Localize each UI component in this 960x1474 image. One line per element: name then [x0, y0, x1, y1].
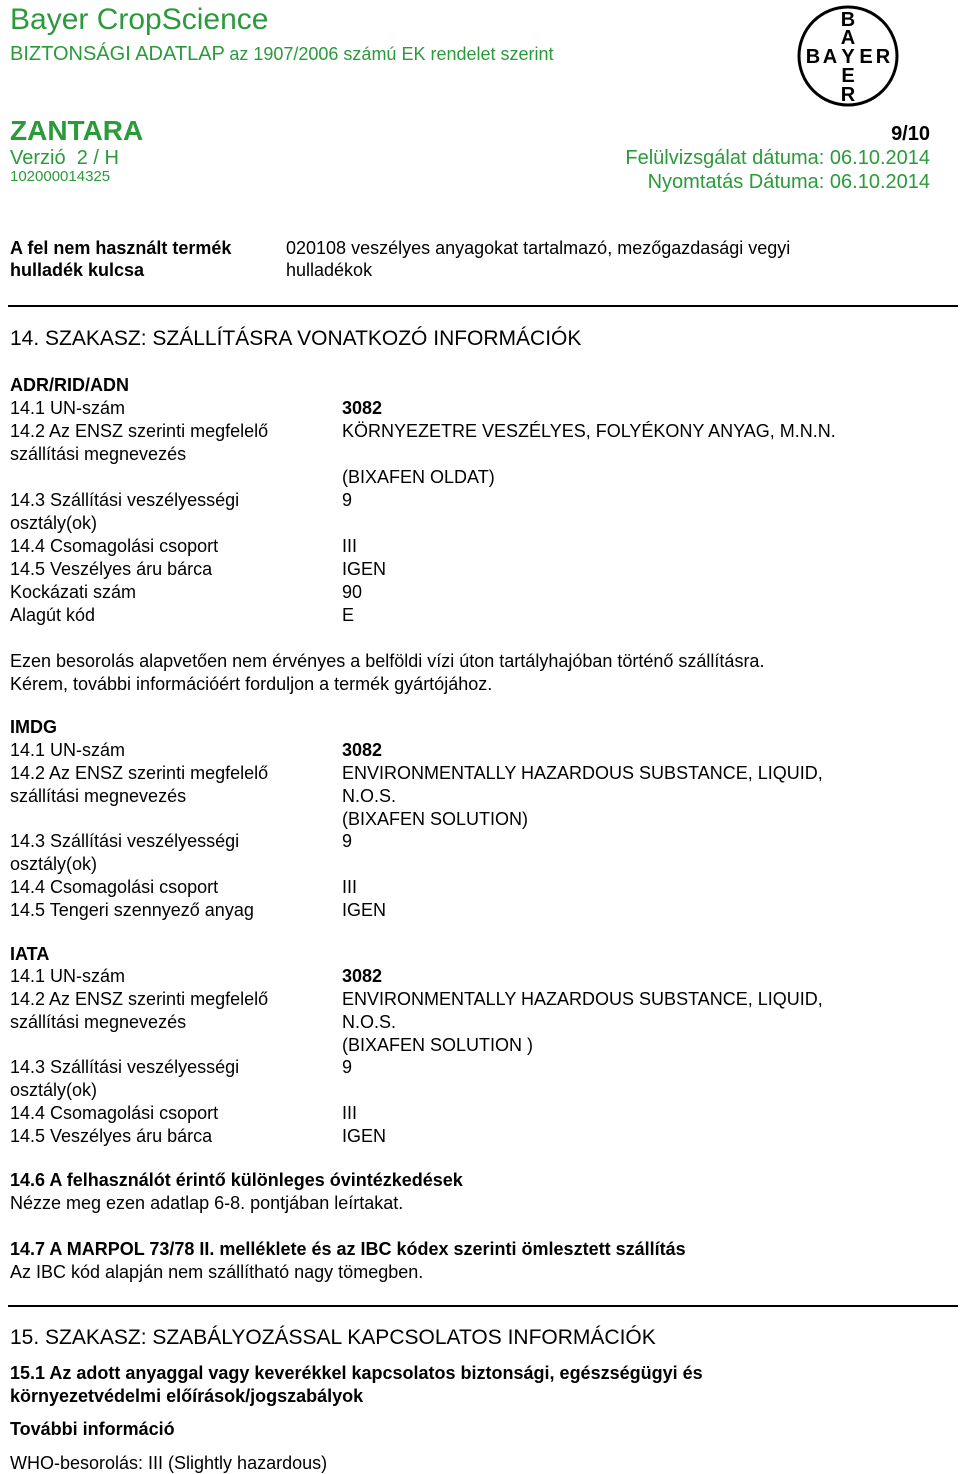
waste-code-value [286, 237, 790, 281]
adr-label-value: IGEN [342, 559, 387, 579]
product-code: 102000014325 [10, 168, 111, 185]
adr-name-label-1: 14.2 Az ENSZ szerinti megfelelő [10, 421, 269, 441]
iata-class-label-2: osztály(ok) [10, 1080, 98, 1100]
print-date: Nyomtatás Dátuma: 06.10.2014 [647, 171, 930, 193]
imdg-name-label-2: szállítási megnevezés [10, 786, 187, 806]
imdg-name-value-3: (BIXAFEN SOLUTION) [342, 809, 529, 829]
logo-letter-a: A [840, 27, 856, 49]
iata-heading: IATA [10, 944, 50, 964]
imdg-pack-value: III [342, 877, 358, 897]
imdg-class-value: 9 [342, 831, 353, 851]
iata-name-value-2: N.O.S. [342, 1012, 397, 1032]
logo-letter-y: Y [841, 46, 855, 68]
adr-tunnel-value: E [342, 605, 355, 625]
waste-code-label-line2: hulladék kulcsa [10, 260, 145, 280]
regulations-title-2: környezetvédelmi előírások/jogszabályok [10, 1386, 364, 1406]
more-info-heading: További információ [10, 1419, 175, 1439]
adr-tunnel-label: Alagút kód [10, 605, 96, 625]
adr-class-label-2: osztály(ok) [10, 513, 98, 533]
imdg-pollutant-label: 14.5 Tengeri szennyező anyag [10, 900, 254, 920]
special-precautions-text: Nézze meg ezen adatlap 6-8. pontjában leírtakat. [10, 1193, 404, 1213]
waste-code-value-line1: 020108 veszélyes anyagokat tartalmazó, mezőgazdasági vegyi [286, 238, 791, 258]
iata-pack-value: III [342, 1103, 358, 1123]
document-type-regulation: az 1907/2006 számú EK rendelet szerint [229, 44, 554, 64]
divider [8, 1305, 958, 1307]
adr-name-value-2: (BIXAFEN OLDAT) [342, 467, 495, 487]
page-number: 9/10 [891, 123, 930, 145]
iata-name-value-1: ENVIRONMENTALLY HAZARDOUS SUBSTANCE, LIQUID, [342, 989, 823, 1009]
version [10, 146, 119, 170]
adr-pack-value: III [342, 536, 358, 556]
iata-un-value: 3082 [342, 966, 383, 986]
logo-letter-e: E [859, 46, 873, 68]
waste-code-label-line1: A fel nem használt termék [10, 238, 232, 258]
logo-letter-left: B [805, 46, 821, 68]
marpol-text: Az IBC kód alapján nem szállítható nagy tömegben. [10, 1262, 424, 1282]
imdg-un-label: 14.1 UN-szám [10, 740, 126, 760]
document-type [10, 42, 554, 66]
logo-letter-r: R [875, 46, 891, 68]
special-precautions-title: 14.6 A felhasználót érintő különleges óvintézkedések [10, 1170, 463, 1190]
iata-name-label-2: szállítási megnevezés [10, 1012, 187, 1032]
imdg-name-value-2: N.O.S. [342, 786, 397, 806]
adr-class-label-1: 14.3 Szállítási veszélyességi [10, 490, 240, 510]
imdg-class-label-2: osztály(ok) [10, 854, 98, 874]
adr-heading: ADR/RID/ADN [10, 375, 129, 395]
section-15-title: 15. SZAKASZ: SZABÁLYOZÁSSAL KAPCSOLATOS INFORMÁCIÓK [10, 1326, 656, 1349]
iata-name-value-3: (BIXAFEN SOLUTION ) [342, 1035, 534, 1055]
adr-label-label: 14.5 Veszélyes áru bárca [10, 559, 213, 579]
bayer-cross-logo [796, 4, 900, 108]
logo-letter-bottom: R [840, 84, 856, 106]
imdg-heading: IMDG [10, 717, 57, 737]
product-name: ZANTARA [10, 115, 144, 146]
brand-name: Bayer CropScience [10, 3, 269, 36]
adr-name-value-1: KÖRNYEZETRE VESZÉLYES, FOLYÉKONY ANYAG, M.N.N. [342, 421, 836, 441]
adr-pack-label: 14.4 Csomagolási csoport [10, 536, 219, 556]
version-label: Verzió [10, 147, 66, 169]
iata-pack-label: 14.4 Csomagolási csoport [10, 1103, 219, 1123]
adr-name-label-2: szállítási megnevezés [10, 444, 187, 464]
waste-code-label [10, 237, 231, 281]
iata-class-value: 9 [342, 1057, 353, 1077]
imdg-pack-label: 14.4 Csomagolási csoport [10, 877, 219, 897]
adr-un-value: 3082 [342, 398, 383, 418]
iata-label-value: IGEN [342, 1126, 387, 1146]
divider [8, 305, 958, 307]
version-value: 2 / H [76, 147, 119, 169]
imdg-pollutant-value: IGEN [342, 900, 387, 920]
imdg-un-value: 3082 [342, 740, 383, 760]
iata-label-label: 14.5 Veszélyes áru bárca [10, 1126, 213, 1146]
iata-un-label: 14.1 UN-szám [10, 966, 126, 986]
marpol-title: 14.7 A MARPOL 73/78 II. melléklete és az IBC kódex szerinti ömlesztett szállítás [10, 1239, 686, 1259]
imdg-class-label-1: 14.3 Szállítási veszélyességi [10, 831, 240, 851]
regulations-title-1: 15.1 Az adott anyaggal vagy keverékkel kapcsolatos biztonsági, egészségügyi és [10, 1363, 703, 1383]
adr-un-label: 14.1 UN-szám [10, 398, 126, 418]
adr-note-1: Ezen besorolás alapvetően nem érvényes a belföldi vízi úton tartályhajóban történő szállításra. [10, 651, 765, 671]
adr-risk-value: 90 [342, 582, 363, 602]
adr-class-value: 9 [342, 490, 353, 510]
revision-date: Felülvizsgálat dátuma: 06.10.2014 [625, 147, 930, 169]
iata-class-label-1: 14.3 Szállítási veszélyességi [10, 1057, 240, 1077]
iata-name-label-1: 14.2 Az ENSZ szerinti megfelelő [10, 989, 269, 1009]
logo-letter-top: B [840, 9, 856, 31]
logo-letter-e2: E [841, 65, 855, 87]
who-classification: WHO-besorolás: III (Slightly hazardous) [10, 1453, 328, 1473]
section-14-title: 14. SZAKASZ: SZÁLLÍTÁSRA VONATKOZÓ INFORMÁCIÓK [10, 327, 582, 350]
adr-note-2: Kérem, további információért forduljon a termék gyártójához. [10, 674, 493, 694]
document-type-main: BIZTONSÁGI ADATLAP [10, 43, 225, 65]
waste-code-value-line2: hulladékok [286, 260, 373, 280]
imdg-name-value-1: ENVIRONMENTALLY HAZARDOUS SUBSTANCE, LIQUID, [342, 763, 823, 783]
logo-letter-a2: A [822, 46, 838, 68]
imdg-name-label-1: 14.2 Az ENSZ szerinti megfelelő [10, 763, 269, 783]
adr-risk-label: Kockázati szám [10, 582, 137, 602]
